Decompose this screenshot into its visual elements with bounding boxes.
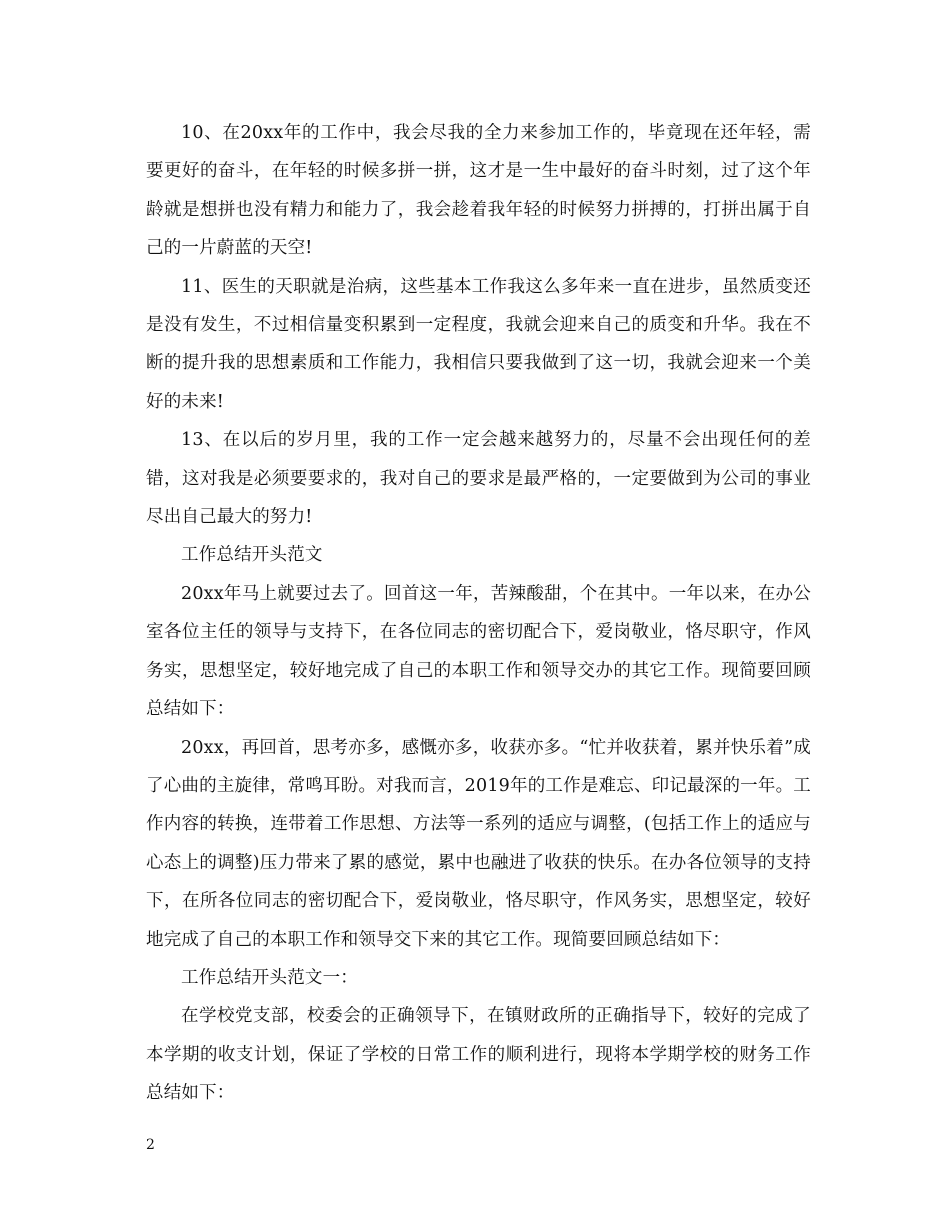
paragraph-reflection: 20xx，再回首，思考亦多，感慨亦多，收获亦多。“忙并收获着，累并快乐着”成了心曲的主旋律，常鸣耳盼。对我而言，2019年的工作是难忘、印记最深的一年。工作内容的转换，连带着工作思想、方法等一系列的适应与调整，(包括工作上的适应与心态上的调整)压力带来了累的感觉，累中也融进了收获的快乐。在办各位领导的支持下，在所各位同志的密切配合下，爱岗敬业，恪尽职守，作风务实，思想坚定，较好地完成了自己的本职工作和领导交下来的其它工作。现简要回顾总结如下： [146,737,811,950]
document-body [146,114,811,1113]
paragraph-item-10: 10、在20xx年的工作中，我会尽我的全力来参加工作的，毕竟现在还年轻，需要更好的奋斗，在年轻的时候多拼一拼，这才是一生中最好的奋斗时刻，过了这个年龄就是想拼也没有精力和能力了，我会趁着我年轻的时候努力拼搏的，打拼出属于自己的一片蔚蓝的天空! [146,123,811,259]
paragraph-school-finance: 在学校党支部，校委会的正确领导下，在镇财政所的正确指导下，较好的完成了本学期的收支计划，保证了学校的日常工作的顺利进行，现将本学期学校的财务工作总结如下： [146,1006,811,1104]
paragraph-item-11: 11、医生的天职就是治病，这些基本工作我这么多年来一直在进步，虽然质变还是没有发生，不过相信量变积累到一定程度，我就会迎来自己的质变和升华。我在不断的提升我的思想素质和工作能力，我相信只要我做到了这一切，我就会迎来一个美好的未来! [146,276,811,412]
section-heading-work-summary-opening: 工作总结开头范文 [181,545,323,566]
section-heading-example-one: 工作总结开头范文一： [181,967,358,988]
page-number: 2 [146,1137,155,1153]
paragraph-item-13: 13、在以后的岁月里，我的工作一定会越来越努力的，尽量不会出现任何的差错，这对我是必须要要求的，我对自己的要求是最严格的，一定要做到为公司的事业尽出自己最大的努力! [146,430,811,528]
paragraph-year-review: 20xx年马上就要过去了。回首这一年，苦辣酸甜，个在其中。一年以来，在办公室各位主任的领导与支持下，在各位同志的密切配合下，爱岗敬业，恪尽职守，作风务实，思想坚定，较好地完成了自己的本职工作和领导交办的其它工作。现简要回顾总结如下： [146,583,811,720]
